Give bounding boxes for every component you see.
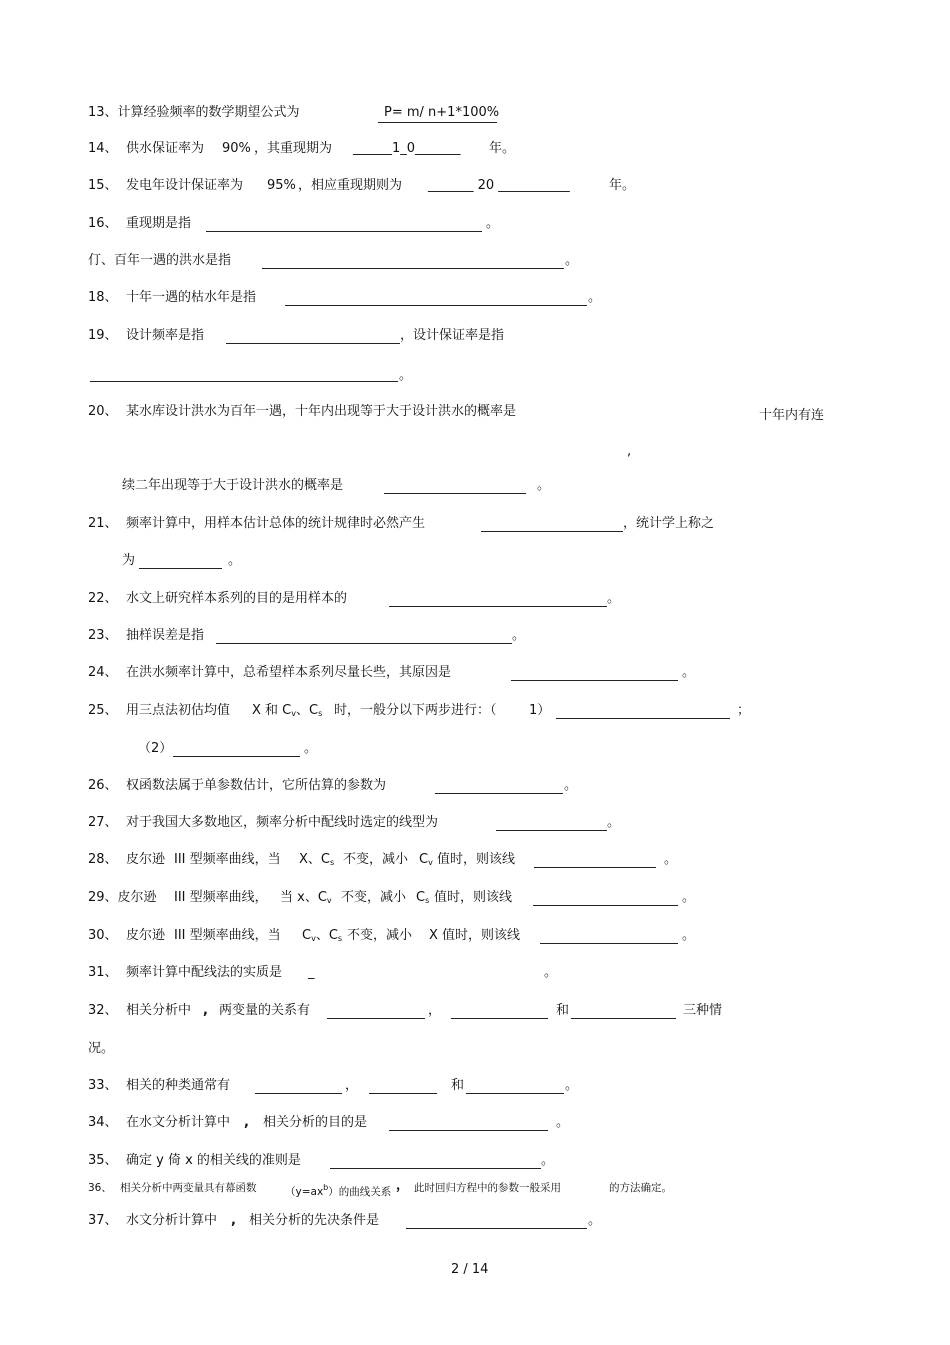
q24-end: 。 xyxy=(682,665,696,680)
q33-line-3 xyxy=(466,1093,564,1094)
q21-text: 频率计算中，用样本估计总体的统计规律时必然产生 xyxy=(126,516,426,531)
q22-num: 22、 xyxy=(88,591,118,606)
q14-answer: ______1_0_______ xyxy=(353,141,461,156)
q34-num: 34、 xyxy=(88,1115,118,1130)
q32-line-3 xyxy=(571,1018,676,1019)
q31-num: 31、 xyxy=(88,965,118,980)
q27-line xyxy=(496,830,607,831)
q19-line-2 xyxy=(90,381,398,382)
q13-text: 13、计算经验频率的数学期望公式为 xyxy=(88,105,300,120)
q23-num: 23、 xyxy=(88,628,118,643)
q20-line xyxy=(384,493,526,494)
q23-text: 抽样误差是指 xyxy=(126,628,205,643)
q25-line-1 xyxy=(556,718,730,719)
q29-f: 值时，则该线 xyxy=(434,890,513,905)
q33-c: ， xyxy=(345,1078,359,1093)
q27-num: 27、 xyxy=(88,815,118,830)
q13-answer: P= m/ n+1*100% xyxy=(384,105,500,120)
q37-line xyxy=(406,1228,587,1229)
q20-end: 。 xyxy=(537,478,551,493)
q20-right: 十年内有连 xyxy=(759,408,825,423)
q31-text: 频率计算中配线法的实质是 xyxy=(126,965,283,980)
q20-num: 20、 xyxy=(88,404,118,419)
q19-text: 设计频率是指 xyxy=(126,328,205,343)
q26-text: 权函数法属于单参数估计，它所估算的参数为 xyxy=(126,778,387,793)
q26-end: 。 xyxy=(564,778,578,793)
q29-line xyxy=(533,905,678,906)
q32-b: 两变量的关系有 xyxy=(219,1003,311,1018)
q20-text: 某水库设计洪水为百年一遇，十年内出现等于大于设计洪水的概率是 xyxy=(126,404,517,419)
q33-line-2 xyxy=(369,1093,437,1094)
q35-line xyxy=(330,1168,541,1169)
q17-line xyxy=(262,268,564,269)
q31-blank: _ xyxy=(308,965,315,980)
q23-end: 。 xyxy=(512,628,526,643)
q37-a: 水文分析计算中 xyxy=(126,1213,218,1228)
q25-line2: （2） xyxy=(138,741,173,756)
q25-line-2 xyxy=(173,756,300,757)
q34-end: 。 xyxy=(556,1115,570,1130)
q22-end: 。 xyxy=(607,591,621,606)
q28-b: III 型频率曲线，当 xyxy=(174,852,281,867)
q30-f: X 值时，则该线 xyxy=(429,928,521,943)
q15-unit: 年。 xyxy=(609,178,636,193)
q29-end: 。 xyxy=(682,890,696,905)
q19-line-1 xyxy=(226,343,400,344)
q29-d: 不变，减小 xyxy=(341,890,407,905)
q33-line-1 xyxy=(255,1093,342,1094)
q34-b: 相关分析的目的是 xyxy=(263,1115,368,1130)
q16-text: 重现期是指 xyxy=(126,216,192,231)
q34-line xyxy=(389,1130,548,1131)
q16-line xyxy=(206,231,482,232)
q37-end: 。 xyxy=(588,1213,602,1228)
q25-b: X 和 $C_v$、$C_s$ xyxy=(252,703,323,718)
q25-d: 时，一般分以下两步进行：（ xyxy=(334,703,497,718)
q36-num: 36、 xyxy=(88,1182,112,1194)
q26-num: 26、 xyxy=(88,778,118,793)
q19-num: 19、 xyxy=(88,328,118,343)
q26-line xyxy=(435,793,563,794)
q27-end: 。 xyxy=(607,815,621,830)
q32-a: 相关分析中 xyxy=(126,1003,192,1018)
q28-line xyxy=(534,867,656,868)
q33-num: 33、 xyxy=(88,1078,118,1093)
q20-line2: 续二年出现等于大于设计洪水的概率是 xyxy=(122,478,344,493)
q28-c: X、$C_s$ xyxy=(299,852,335,867)
q36-e: 的方法确定。 xyxy=(609,1182,672,1194)
q14-mid: ，其重现期为 xyxy=(254,141,333,156)
q24-line xyxy=(511,680,678,681)
q30-num: 30、 xyxy=(88,928,118,943)
q15-answer: _______ 20 ___________ xyxy=(428,178,570,193)
q34-comma: , xyxy=(244,1115,249,1130)
q24-num: 24、 xyxy=(88,665,118,680)
q32-comma: , xyxy=(203,1003,208,1018)
q31-end: 。 xyxy=(544,965,558,980)
q15-num: 15、 xyxy=(88,178,118,193)
q33-and: 和 xyxy=(451,1078,465,1093)
q32-line-1 xyxy=(327,1018,425,1019)
q28-f: 值时，则该线 xyxy=(437,852,516,867)
q18-line xyxy=(285,305,587,306)
q32-num: 32、 xyxy=(88,1003,118,1018)
q13-line xyxy=(378,122,497,123)
q33-text: 相关的种类通常有 xyxy=(126,1078,231,1093)
q29-a: 29、皮尔逊 xyxy=(88,890,157,905)
q32-line2: 况。 xyxy=(88,1041,115,1056)
q21-mid: ，统计学上称之 xyxy=(623,516,715,531)
q21-num: 21、 xyxy=(88,516,118,531)
q17-end: 。 xyxy=(565,253,579,268)
q24-text: 在洪水频率计算中，总希望样本系列尽量长些，其原因是 xyxy=(126,665,452,680)
q25-e: 1） xyxy=(529,703,551,718)
q18-end: 。 xyxy=(588,290,602,305)
q22-text: 水文上研究样本系列的目的是用样本的 xyxy=(126,591,348,606)
q29-c: 当 x、$C_v$ xyxy=(280,890,332,905)
q36-formula: $(y=ax^b)$的曲线关系 xyxy=(285,1183,392,1198)
q32-d: 三种情 xyxy=(683,1003,723,1018)
q25-a: 用三点法初估均值 xyxy=(126,703,231,718)
q28-num: 28、 xyxy=(88,852,118,867)
q14-num: 14、 xyxy=(88,141,118,156)
q25-end: 。 xyxy=(304,741,318,756)
q14-unit: 年。 xyxy=(489,141,516,156)
q23-line xyxy=(216,643,512,644)
q30-c: $C_v$、$C_s$ xyxy=(302,928,343,943)
q28-e: $C_v$ xyxy=(419,852,433,867)
q14-text: 供水保证率为 xyxy=(126,141,205,156)
q36-d: 此时回归方程中的参数一般采用 xyxy=(414,1182,561,1194)
q15-text: 发电年设计保证率为 xyxy=(126,178,244,193)
q21-line-2 xyxy=(139,568,222,569)
q28-d: 不变，减小 xyxy=(343,852,409,867)
q18-text: 十年一遇的枯水年是指 xyxy=(126,290,257,305)
q34-a: 在水文分析计算中 xyxy=(126,1115,231,1130)
q28-end: 。 xyxy=(664,852,678,867)
q30-a: 皮尔逊 xyxy=(126,928,166,943)
q32-line-2 xyxy=(451,1018,548,1019)
q21-line-1 xyxy=(481,531,623,532)
q37-num: 37、 xyxy=(88,1213,118,1228)
q22-line xyxy=(389,606,607,607)
q15-pct: 95% xyxy=(267,178,296,193)
q15-mid: ，相应重现期则为 xyxy=(298,178,403,193)
q29-e: $C_s$ xyxy=(416,890,430,905)
q32-and: 和 xyxy=(556,1003,570,1018)
q14-pct: 90% xyxy=(222,141,251,156)
q25-semi: ； xyxy=(737,703,751,718)
q30-e: 不变，减小 xyxy=(347,928,413,943)
q16-num: 16、 xyxy=(88,216,118,231)
q21-end: 。 xyxy=(228,553,242,568)
q37-comma: , xyxy=(231,1213,236,1228)
q19-mid: ，设计保证率是指 xyxy=(400,328,505,343)
q36-a: 相关分析中两变量具有幕函数 xyxy=(120,1182,257,1194)
q35-end: 。 xyxy=(541,1153,555,1168)
q30-line xyxy=(540,943,678,944)
q30-b: III 型频率曲线，当 xyxy=(174,928,281,943)
q36-comma: ， xyxy=(396,1178,410,1193)
q27-text: 对于我国大多数地区，频率分析中配线时选定的线型为 xyxy=(126,815,439,830)
q32-c: ， xyxy=(428,1003,442,1018)
q33-end: 。 xyxy=(565,1078,579,1093)
q28-a: 皮尔逊 xyxy=(126,852,166,867)
q18-num: 18、 xyxy=(88,290,118,305)
q17-text: 仃、百年一遇的洪水是指 xyxy=(88,253,232,268)
page-number: 2 / 14 xyxy=(451,1262,489,1277)
q30-end: 。 xyxy=(682,928,696,943)
q37-b: 相关分析的先决条件是 xyxy=(249,1213,380,1228)
q19-end: 。 xyxy=(399,368,413,383)
q25-num: 25、 xyxy=(88,703,118,718)
q21-line2: 为 xyxy=(122,553,136,568)
q16-end: 。 xyxy=(486,216,500,231)
q20-comma: , xyxy=(627,444,632,459)
q35-num: 35、 xyxy=(88,1153,118,1168)
q29-b: III 型频率曲线， xyxy=(174,890,268,905)
q35-text: 确定 y 倚 x 的相关线的准则是 xyxy=(126,1153,301,1168)
